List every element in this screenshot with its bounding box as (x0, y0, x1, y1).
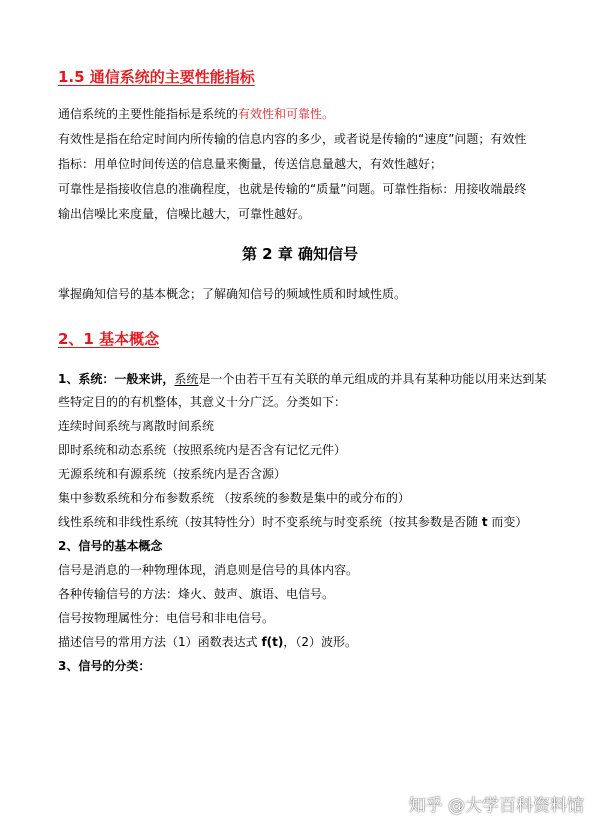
system-class-5-variable: t (481, 515, 488, 529)
section-heading-2-1: 2、1 基本概念 (58, 330, 160, 348)
signal-function-formula: f(t) (261, 635, 284, 649)
system-definition-prefix: 1、系统：一般来讲， (58, 372, 175, 386)
signal-classification-heading: 3、信号的分类： (58, 659, 151, 673)
system-definition-suffix: 是一个由若干互有关联的单元组成的并具有某种功能以用来达到某 (198, 372, 547, 386)
performance-intro (58, 106, 334, 122)
signal-method-suffix: ，（2）波形。 (283, 635, 358, 649)
effectiveness-line-1: 有效性是指在给定时间内所传输的信息内容的多少，或者说是传输的“速度”问题；有效性 (58, 132, 527, 146)
section-heading-1-5: 1.5 通信系统的主要性能指标 (58, 68, 255, 86)
signal-concept-line-1: 信号是消息的一种物理体现，消息则是信号的具体内容。 (58, 563, 359, 577)
chapter-title: 第 2 章 确知信号 (241, 245, 359, 263)
system-class-1: 连续时间系统与离散时间系统 (58, 419, 215, 433)
system-term: 系统 (174, 372, 199, 386)
system-definition-line-2: 些特定目的的有机整体，其意义十分广泛。分类如下： (58, 395, 347, 409)
performance-intro-text: 通信系统的主要性能指标是系统的 (58, 107, 239, 121)
system-class-5-suffix: 而变） (487, 515, 528, 529)
signal-concept-line-2: 各种传输信号的方法：烽火、鼓声、旗语、电信号。 (58, 587, 335, 601)
performance-intro-highlight: 有效性和可靠性。 (238, 107, 335, 121)
system-class-5 (58, 514, 527, 530)
system-class-4: 集中参数系统和分布参数系统 （按系统的参数是集中的或分布的） (58, 491, 410, 505)
signal-concept-line-4 (58, 634, 357, 650)
chapter-objective: 掌握确知信号的基本概念；了解确知信号的频域性质和时域性质。 (58, 287, 407, 301)
system-class-3: 无源系统和有源系统（按系统内是否含源） (58, 467, 287, 481)
reliability-line-1: 可靠性是指接收信息的准确程度，也就是传输的“质量”问题。可靠性指标：用接收端最终 (58, 182, 527, 196)
reliability-line-2: 输出信噪比来度量，信噪比越大，可靠性越好。 (58, 207, 311, 221)
effectiveness-line-2: 指标：用单位时间传送的信息量来衡量，传送信息量越大，有效性越好； (58, 157, 443, 171)
system-class-2: 即时系统和动态系统（按照系统内是否含有记忆元件） (58, 443, 347, 457)
watermark: 知乎 @大学百科资料馆 (408, 796, 584, 816)
signal-concept-heading: 2、信号的基本概念 (58, 539, 163, 553)
signal-method-prefix: 描述信号的常用方法（1）函数表达式 (58, 635, 262, 649)
system-class-5-prefix: 线性系统和非线性系统（按其特性分）时不变系统与时变系统（按其参数是否随 (58, 515, 482, 529)
signal-concept-line-3: 信号按物理属性分：电信号和非电信号。 (58, 611, 275, 625)
system-definition-line-1 (58, 371, 546, 387)
